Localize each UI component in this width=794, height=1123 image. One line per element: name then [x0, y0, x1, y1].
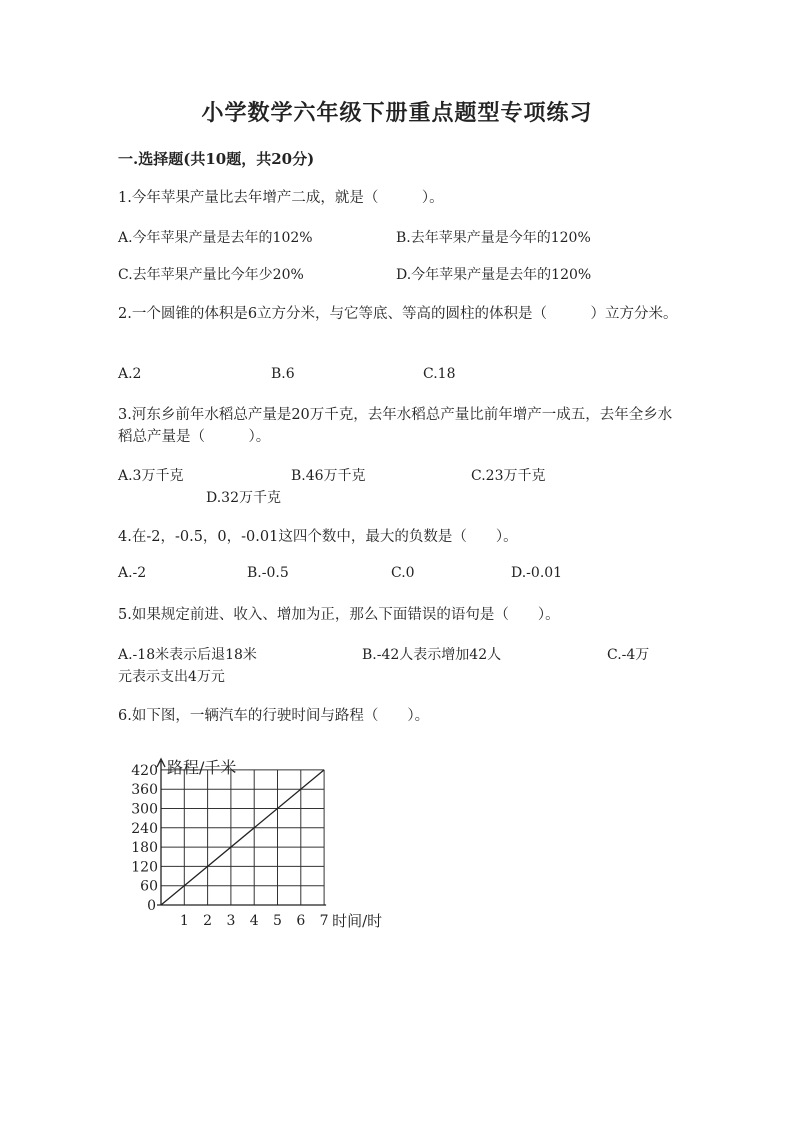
q1-option-a: A.今年苹果产量是去年的102%	[118, 230, 313, 246]
y-tick-label: 120	[131, 859, 158, 876]
q4-option-a: A.-2	[118, 565, 147, 581]
x-tick-label: 6	[296, 913, 306, 929]
q3-option-d: D.32万千克	[206, 490, 281, 506]
x-tick-label: 2	[203, 913, 213, 929]
q3-option-b: B.46万千克	[291, 468, 366, 484]
x-tick-label: 4	[249, 913, 259, 929]
series-line	[161, 770, 324, 905]
question-2-text: 2.一个圆锥的体积是6立方分米，与它等底、等高的圆柱的体积是（ ）立方分米。	[118, 306, 678, 322]
y-tick-label: 60	[140, 878, 158, 895]
q5-option-b: B.-42人表示增加42人	[362, 647, 502, 663]
y-tick-label: 240	[131, 820, 158, 837]
q2-option-b: B.6	[271, 366, 295, 382]
q3-option-c: C.23万千克	[471, 468, 546, 484]
chart-origin-label: 0	[147, 898, 156, 914]
q5-option-c: C.-4万元表示支出4万元	[118, 647, 650, 685]
q1-option-b: B.去年苹果产量是今年的120%	[396, 230, 591, 246]
chart-series	[161, 770, 324, 905]
q3-option-a: A.3万千克	[118, 468, 184, 484]
q2-option-c: C.18	[423, 366, 456, 382]
y-tick-label: 300	[131, 801, 158, 818]
q5-option-a: A.-18米表示后退18米	[118, 647, 257, 663]
y-tick-label: 360	[131, 782, 158, 799]
x-tick-label: 1	[179, 913, 189, 929]
question-1-text: 1.今年苹果产量比去年增产二成，就是（ ）。	[118, 190, 444, 206]
q4-option-b: B.-0.5	[247, 565, 289, 581]
q1-option-d: D.今年苹果产量是去年的120%	[396, 267, 592, 283]
question-6-text: 6.如下图，一辆汽车的行驶时间与路程（ ）。	[118, 708, 430, 724]
x-tick-label: 5	[273, 913, 282, 929]
question-3-text: 3.河东乡前年水稻总产量是20万千克，去年水稻总产量比前年增产一成五，去年全乡水稻总产量是（ ）。	[118, 407, 673, 445]
y-tick-label: 180	[131, 840, 158, 857]
section-heading: 一.选择题(共10题，共20分)	[118, 150, 315, 168]
q1-option-c: C.去年苹果产量比今年少20%	[118, 267, 304, 283]
x-tick-label: 7	[319, 913, 329, 929]
chart-x-axis-label: 时间/时	[332, 912, 383, 930]
chart-y-axis-label: 路程/千米	[167, 758, 237, 777]
y-tick-label: 420	[131, 762, 158, 779]
x-tick-label: 3	[226, 913, 236, 929]
distance-time-chart	[128, 757, 408, 937]
question-4-text: 4.在-2，-0.5，0，-0.01这四个数中，最大的负数是（ ）。	[118, 529, 518, 545]
question-5-text: 5.如果规定前进、收入、增加为正，那么下面错误的语句是（ ）。	[118, 607, 560, 623]
page-title: 小学数学六年级下册重点题型专项练习	[201, 100, 593, 126]
q4-option-c: C.0	[391, 565, 415, 581]
q2-option-a: A.2	[118, 366, 142, 382]
q4-option-d: D.-0.01	[511, 565, 563, 581]
